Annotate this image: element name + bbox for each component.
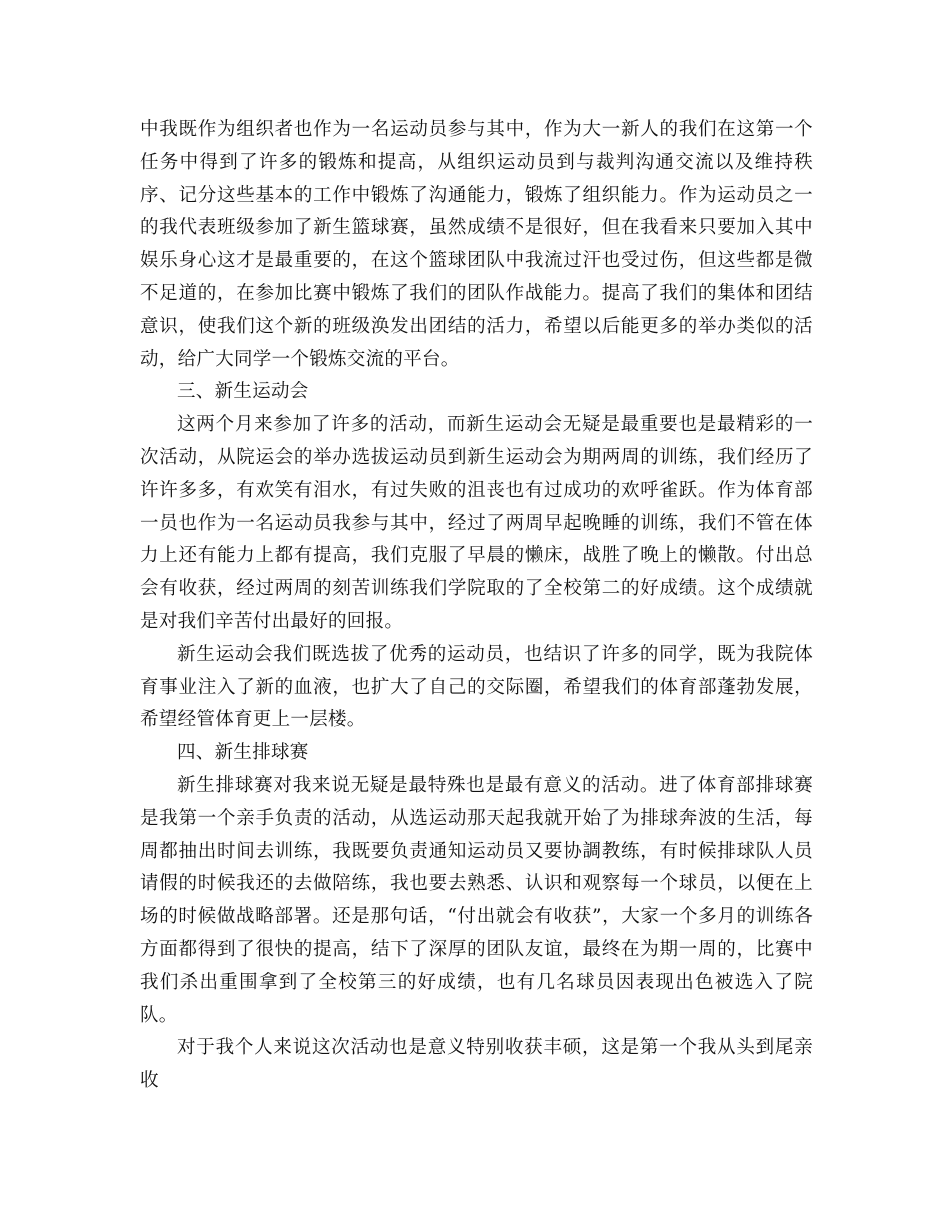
body-paragraph: 新生运动会我们既选拔了优秀的运动员，也结识了许多的同学，既为我院体育事业注入了新的血液，也扩大了自己的交际圈，希望我们的体育部蓬勃发展，希望经管体育更上一层楼。	[140, 643, 813, 731]
section-heading: 三、新生运动会	[177, 381, 309, 403]
body-paragraph: 这两个月来参加了许多的活动，而新生运动会无疑是最重要也是最精彩的一次活动，从院运会的举办选拔运动员到新生运动会为期两周的训练，我们经历了许许多多，有欢笑有泪水，有过失败的沮丧也有过成功的欢呼雀跃。作为体育部一员也作为一名运动员我参与其中，经过了两周早起晚睡的训练，我们不管在体力上还有能力上都有提高，我们克服了早晨的懒床，战胜了晚上的懒散。付出总会有收获，经过两周的刻苦训练我们学院取的了全校第二的好成绩。这个成绩就是对我们辛苦付出最好的回报。	[140, 414, 813, 632]
document-page	[140, 114, 813, 1098]
section-heading: 四、新生排球赛	[177, 742, 309, 764]
body-paragraph: 中我既作为组织者也作为一名运动员参与其中，作为大一新人的我们在这第一个任务中得到了许多的锻炼和提高，从组织运动员到与裁判沟通交流以及维持秩序、记分这些基本的工作中锻炼了沟通能力，锻炼了组织能力。作为运动员之一的我代表班级参加了新生篮球赛，虽然成绩不是很好，但在我看来只要加入其中娱乐身心这才是最重要的，在这个篮球团队中我流过汗也受过伤，但这些都是微不足道的，在参加比赛中锻炼了我们的团队作战能力。提高了我们的集体和团结意识，使我们这个新的班级涣发出团结的活力，希望以后能更多的举办类似的活动，给广大同学一个锻炼交流的平台。	[140, 119, 813, 370]
body-paragraph: 新生排球赛对我来说无疑是最特殊也是最有意义的活动。进了体育部排球赛是我第一个亲手负责的活动，从选运动那天起我就开始了为排球奔波的生活，每周都抽出时间去训练，我既要负责通知运动员又要协調教练，有时候排球队人员请假的时候我还的去做陪练，我也要去熟悉、认识和观察每一个球员，以便在上场的时候做战略部署。还是那句话，“付出就会有收获”，大家一个多月的训练各方面都得到了很快的提高，结下了深厚的团队友谊，最终在为期一周的，比赛中我们杀出重围拿到了全校第三的好成绩，也有几名球员因表现出色被选入了院队。	[140, 774, 813, 1026]
body-paragraph: 对于我个人来说这次活动也是意义特别收获丰硕，这是第一个我从头到尾亲收	[140, 1037, 813, 1092]
